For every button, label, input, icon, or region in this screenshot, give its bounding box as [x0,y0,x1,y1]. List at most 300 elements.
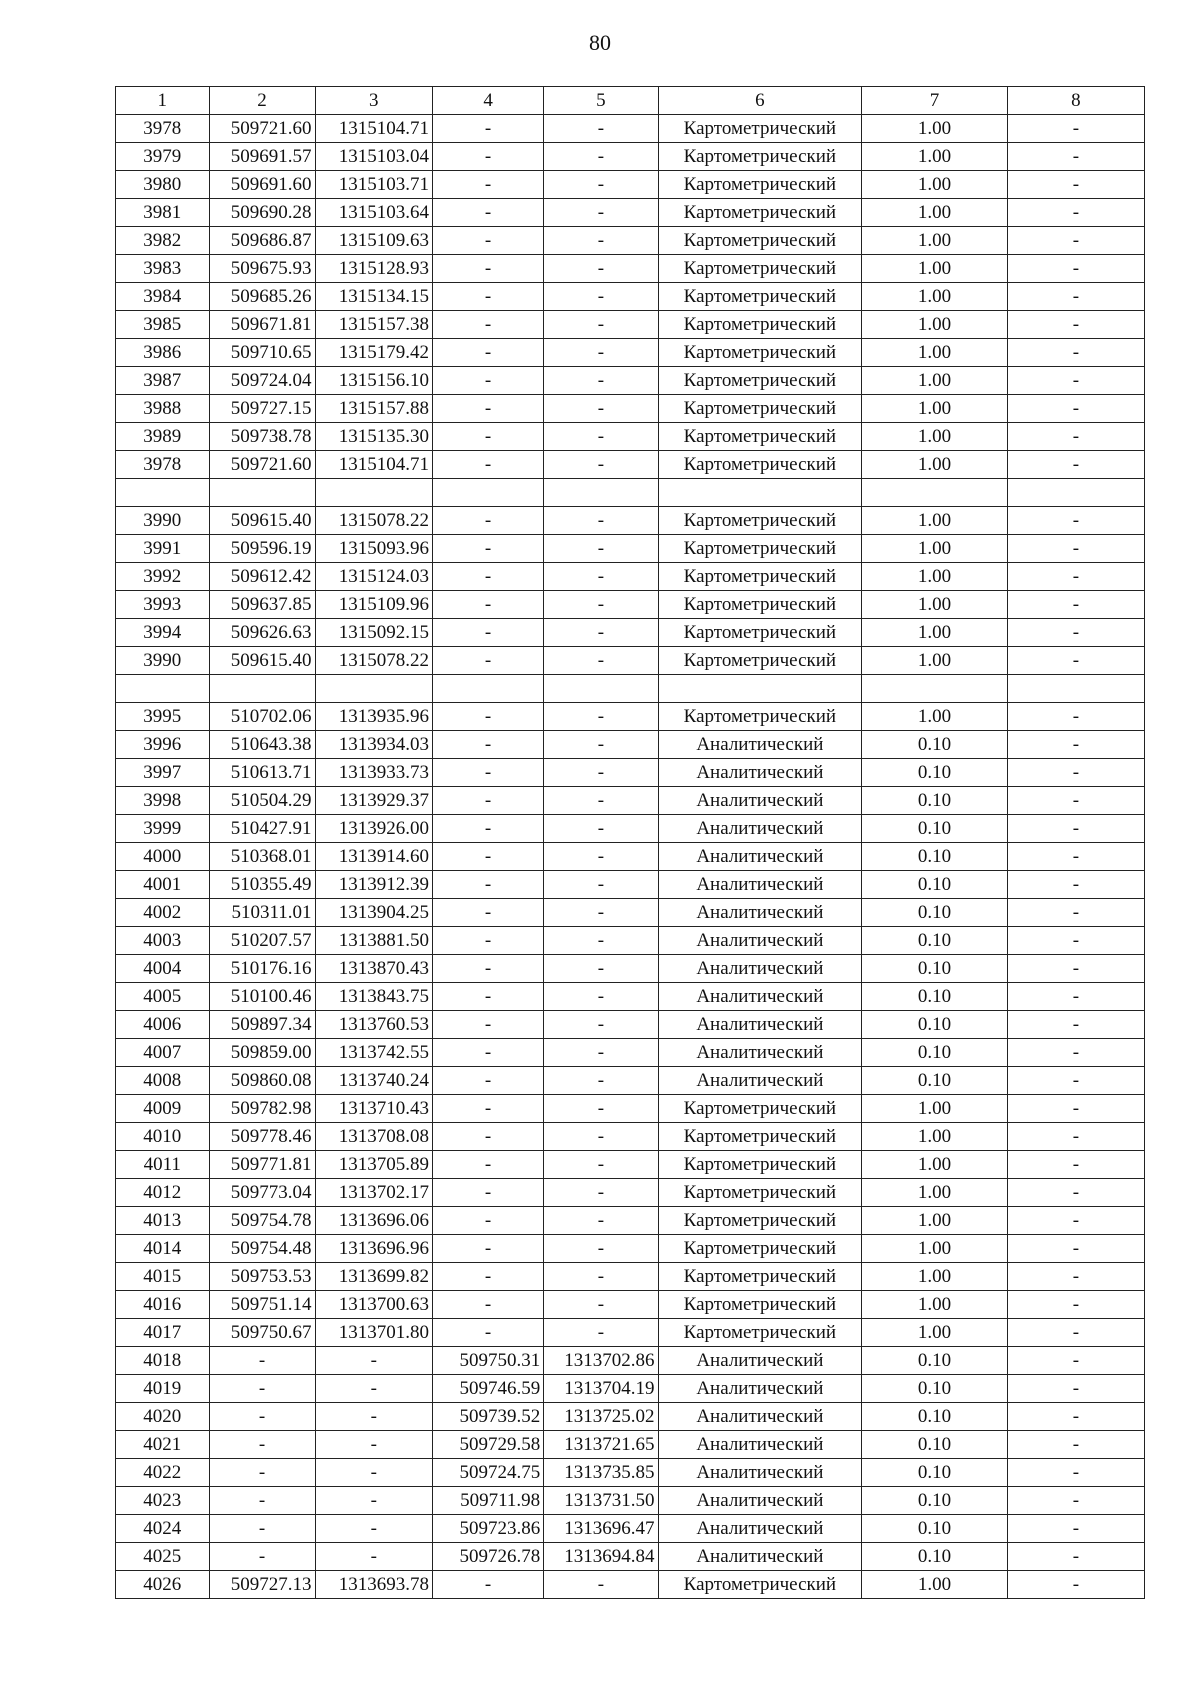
table-row [116,1291,1145,1319]
cell-x-coord-alt: - [432,927,543,955]
cell-point-number: 4022 [116,1459,210,1487]
cell-note: - [1007,1459,1144,1487]
cell-method: Картометрический [658,1319,862,1347]
cell-x-coord: - [209,1487,315,1515]
cell-method: Картометрический [658,563,862,591]
cell-method: Картометрический [658,1179,862,1207]
cell-y-coord: - [315,1431,432,1459]
table-row [116,1011,1145,1039]
cell-point-number: 4000 [116,843,210,871]
cell-method: Аналитический [658,1515,862,1543]
cell-accuracy: 0.10 [862,1403,1008,1431]
cell-note: - [1007,1263,1144,1291]
cell-y-coord-alt: 1313696.47 [544,1515,658,1543]
cell-x-coord: 510207.57 [209,927,315,955]
cell-y-coord-alt: - [544,1039,658,1067]
cell-accuracy: 1.00 [862,703,1008,731]
cell-method: Картометрический [658,1291,862,1319]
cell-x-coord-alt: - [432,787,543,815]
cell-note: - [1007,1375,1144,1403]
cell-x-coord-alt: - [432,759,543,787]
cell-note: - [1007,815,1144,843]
cell-accuracy: 0.10 [862,843,1008,871]
cell-y-coord-alt: - [544,395,658,423]
cell-y-coord-alt: - [544,955,658,983]
cell-y-coord-alt: 1313735.85 [544,1459,658,1487]
cell-note: - [1007,255,1144,283]
cell-y-coord: 1315109.63 [315,227,432,255]
cell-y-coord: 1313701.80 [315,1319,432,1347]
cell-point-number: 3978 [116,115,210,143]
cell-point-number: 4015 [116,1263,210,1291]
cell-method: Аналитический [658,1543,862,1571]
cell-y-coord-alt: 1313725.02 [544,1403,658,1431]
cell-y-coord: 1315128.93 [315,255,432,283]
cell-point-number: 4005 [116,983,210,1011]
cell-y-coord-alt: - [544,1067,658,1095]
cell-method: Аналитический [658,1347,862,1375]
page-number: 80 [589,30,611,55]
cell-accuracy: 1.00 [862,1123,1008,1151]
cell-point-number: 4018 [116,1347,210,1375]
cell-y-coord-alt: - [544,1151,658,1179]
cell-x-coord: 510613.71 [209,759,315,787]
cell-y-coord: 1315104.71 [315,115,432,143]
cell-note: - [1007,367,1144,395]
cell-y-coord-alt: - [544,1291,658,1319]
cell-method: Аналитический [658,843,862,871]
cell-method: Картометрический [658,143,862,171]
header-row [116,87,1145,115]
header-col-1: 1 [116,87,210,115]
cell-note: - [1007,843,1144,871]
cell-note: - [1007,1403,1144,1431]
cell-accuracy: 0.10 [862,871,1008,899]
cell-x-coord: 510427.91 [209,815,315,843]
cell-point-number: 4024 [116,1515,210,1543]
cell-x-coord-alt: - [432,1291,543,1319]
cell-x-coord-alt: 509711.98 [432,1487,543,1515]
cell-y-coord-alt: - [544,227,658,255]
cell-method: Картометрический [658,1151,862,1179]
cell-point-number: 3981 [116,199,210,227]
cell-x-coord-alt: - [432,115,543,143]
cell-accuracy: 0.10 [862,1067,1008,1095]
cell-y-coord-alt: - [544,1319,658,1347]
cell-point-number: 4007 [116,1039,210,1067]
cell-accuracy: 0.10 [862,1515,1008,1543]
table-row [116,843,1145,871]
cell-y-coord: 1315093.96 [315,535,432,563]
cell-x-coord-alt: - [432,339,543,367]
cell-note: - [1007,731,1144,759]
cell-note: - [1007,1571,1144,1599]
cell-x-coord-alt: 509746.59 [432,1375,543,1403]
cell-x-coord-alt: - [432,1207,543,1235]
cell-point-number: 3989 [116,423,210,451]
cell-point-number: 3980 [116,171,210,199]
cell-note: - [1007,619,1144,647]
coordinates-table [115,86,1145,1599]
cell-method: Аналитический [658,1067,862,1095]
cell-y-coord-alt: - [544,871,658,899]
cell-y-coord: - [315,1543,432,1571]
cell-accuracy: 0.10 [862,983,1008,1011]
cell-point-number: 3983 [116,255,210,283]
cell-note: - [1007,1291,1144,1319]
cell-y-coord: 1315078.22 [315,507,432,535]
cell-x-coord: 509690.28 [209,199,315,227]
cell-x-coord-alt: - [432,1319,543,1347]
cell-y-coord-alt: - [544,843,658,871]
cell-y-coord: 1313933.73 [315,759,432,787]
cell-accuracy: 1.00 [862,171,1008,199]
cell-accuracy: 1.00 [862,115,1008,143]
cell-note: - [1007,1151,1144,1179]
cell-y-coord [315,675,432,703]
cell-x-coord-alt: - [432,423,543,451]
cell-x-coord: 510702.06 [209,703,315,731]
cell-accuracy: 0.10 [862,1011,1008,1039]
cell-point-number: 3985 [116,311,210,339]
cell-accuracy: 1.00 [862,1291,1008,1319]
cell-x-coord-alt: - [432,1151,543,1179]
cell-y-coord: 1313696.06 [315,1207,432,1235]
cell-y-coord: - [315,1403,432,1431]
table-row [116,983,1145,1011]
table-row [116,563,1145,591]
cell-y-coord-alt: - [544,535,658,563]
cell-point-number: 3990 [116,647,210,675]
cell-method: Картометрический [658,703,862,731]
cell-method: Картометрический [658,1571,862,1599]
cell-y-coord-alt: - [544,199,658,227]
cell-y-coord-alt: - [544,983,658,1011]
cell-x-coord: 509612.42 [209,563,315,591]
table-row [116,1487,1145,1515]
cell-method: Картометрический [658,115,862,143]
cell-y-coord: 1313699.82 [315,1263,432,1291]
cell-x-coord: 509615.40 [209,507,315,535]
cell-note: - [1007,1123,1144,1151]
cell-accuracy: 1.00 [862,507,1008,535]
table-row-blank [116,675,1145,703]
cell-x-coord: 509675.93 [209,255,315,283]
cell-note: - [1007,1515,1144,1543]
cell-x-coord: 509897.34 [209,1011,315,1039]
header-col-6: 6 [658,87,862,115]
cell-x-coord: 509860.08 [209,1067,315,1095]
cell-y-coord: 1313870.43 [315,955,432,983]
cell-note: - [1007,1095,1144,1123]
cell-point-number: 4020 [116,1403,210,1431]
cell-x-coord: - [209,1543,315,1571]
cell-point-number: 3992 [116,563,210,591]
cell-point-number: 4016 [116,1291,210,1319]
cell-point-number [116,479,210,507]
cell-accuracy: 1.00 [862,535,1008,563]
cell-point-number: 3999 [116,815,210,843]
cell-point-number: 4023 [116,1487,210,1515]
cell-x-coord: - [209,1347,315,1375]
cell-x-coord: 509691.57 [209,143,315,171]
cell-x-coord: 509637.85 [209,591,315,619]
table-row [116,787,1145,815]
cell-y-coord: 1315103.04 [315,143,432,171]
cell-method: Картометрический [658,367,862,395]
header-col-4: 4 [432,87,543,115]
cell-y-coord: 1315156.10 [315,367,432,395]
cell-note [1007,675,1144,703]
cell-x-coord: 509626.63 [209,619,315,647]
cell-method: Картометрический [658,199,862,227]
cell-method: Картометрический [658,1263,862,1291]
cell-accuracy: 1.00 [862,1095,1008,1123]
cell-x-coord-alt: - [432,619,543,647]
cell-method [658,675,862,703]
cell-x-coord-alt: - [432,255,543,283]
cell-method: Картометрический [658,1235,862,1263]
cell-x-coord-alt: - [432,843,543,871]
table-row [116,507,1145,535]
cell-accuracy: 1.00 [862,283,1008,311]
cell-x-coord-alt: - [432,507,543,535]
cell-x-coord: 509751.14 [209,1291,315,1319]
table-row [116,1515,1145,1543]
cell-accuracy: 0.10 [862,787,1008,815]
cell-x-coord: 509615.40 [209,647,315,675]
cell-y-coord-alt: - [544,899,658,927]
cell-y-coord-alt: 1313721.65 [544,1431,658,1459]
cell-x-coord: 509773.04 [209,1179,315,1207]
table-body [116,115,1145,1599]
cell-y-coord: 1315103.64 [315,199,432,227]
cell-point-number: 4009 [116,1095,210,1123]
table-row [116,759,1145,787]
table-row [116,731,1145,759]
cell-x-coord-alt: - [432,871,543,899]
table-row [116,395,1145,423]
cell-y-coord-alt: - [544,647,658,675]
table-row [116,1403,1145,1431]
cell-note: - [1007,983,1144,1011]
cell-accuracy: 0.10 [862,1487,1008,1515]
table-row-blank [116,479,1145,507]
cell-y-coord: - [315,1375,432,1403]
cell-x-coord: 509596.19 [209,535,315,563]
cell-note: - [1007,1179,1144,1207]
cell-y-coord-alt: - [544,927,658,955]
table-row [116,871,1145,899]
table-row [116,1263,1145,1291]
cell-note: - [1007,199,1144,227]
cell-method: Картометрический [658,1095,862,1123]
cell-accuracy: 1.00 [862,1319,1008,1347]
table-row [116,591,1145,619]
cell-x-coord-alt: - [432,647,543,675]
table-row [116,1347,1145,1375]
cell-accuracy: 0.10 [862,1459,1008,1487]
cell-note: - [1007,1543,1144,1571]
cell-x-coord-alt: - [432,143,543,171]
cell-y-coord-alt [544,675,658,703]
cell-note [1007,479,1144,507]
cell-point-number: 4019 [116,1375,210,1403]
cell-y-coord: 1313934.03 [315,731,432,759]
table-row [116,171,1145,199]
cell-y-coord-alt: - [544,255,658,283]
cell-x-coord: 509754.78 [209,1207,315,1235]
cell-note: - [1007,1207,1144,1235]
cell-y-coord-alt: - [544,143,658,171]
cell-x-coord-alt: - [432,283,543,311]
cell-y-coord: 1313760.53 [315,1011,432,1039]
table-row [116,1235,1145,1263]
cell-note: - [1007,591,1144,619]
cell-accuracy: 1.00 [862,1263,1008,1291]
cell-note: - [1007,787,1144,815]
cell-x-coord: 510504.29 [209,787,315,815]
cell-y-coord: 1313881.50 [315,927,432,955]
cell-y-coord: 1313929.37 [315,787,432,815]
cell-method: Картометрический [658,311,862,339]
cell-point-number: 3993 [116,591,210,619]
cell-note: - [1007,759,1144,787]
cell-method: Аналитический [658,1487,862,1515]
table-row [116,451,1145,479]
table-row [116,1039,1145,1067]
cell-y-coord-alt: - [544,1207,658,1235]
cell-x-coord-alt: 509723.86 [432,1515,543,1543]
cell-accuracy: 0.10 [862,1347,1008,1375]
cell-point-number: 3990 [116,507,210,535]
cell-x-coord-alt: - [432,1095,543,1123]
cell-method: Картометрический [658,619,862,647]
cell-y-coord-alt: - [544,451,658,479]
cell-y-coord-alt: - [544,171,658,199]
cell-note: - [1007,339,1144,367]
cell-x-coord-alt: - [432,171,543,199]
cell-note: - [1007,311,1144,339]
cell-x-coord-alt: - [432,1263,543,1291]
cell-x-coord: 509771.81 [209,1151,315,1179]
cell-accuracy [862,675,1008,703]
cell-y-coord-alt: 1313694.84 [544,1543,658,1571]
cell-note: - [1007,899,1144,927]
table-row [116,1151,1145,1179]
cell-method: Картометрический [658,255,862,283]
cell-y-coord-alt: - [544,703,658,731]
cell-x-coord-alt [432,479,543,507]
cell-accuracy: 0.10 [862,1431,1008,1459]
header-col-3: 3 [315,87,432,115]
cell-y-coord-alt: - [544,339,658,367]
cell-y-coord: 1315135.30 [315,423,432,451]
cell-x-coord-alt: - [432,1235,543,1263]
cell-x-coord-alt: - [432,395,543,423]
cell-y-coord: 1315179.42 [315,339,432,367]
cell-point-number: 4006 [116,1011,210,1039]
cell-x-coord: 509710.65 [209,339,315,367]
table-row [116,899,1145,927]
cell-y-coord-alt: - [544,619,658,647]
cell-point-number: 3986 [116,339,210,367]
cell-point-number: 4003 [116,927,210,955]
table-row [116,955,1145,983]
cell-y-coord-alt: - [544,759,658,787]
cell-x-coord-alt: 509724.75 [432,1459,543,1487]
cell-method: Картометрический [658,227,862,255]
cell-point-number: 4017 [116,1319,210,1347]
cell-point-number: 3995 [116,703,210,731]
cell-x-coord-alt [432,675,543,703]
cell-method: Аналитический [658,1459,862,1487]
cell-x-coord: 510176.16 [209,955,315,983]
cell-y-coord-alt: - [544,115,658,143]
table-row [116,1319,1145,1347]
cell-note: - [1007,227,1144,255]
cell-note: - [1007,395,1144,423]
cell-note: - [1007,507,1144,535]
table-row [116,1067,1145,1095]
header-col-7: 7 [862,87,1008,115]
cell-x-coord-alt: 509750.31 [432,1347,543,1375]
cell-method: Картометрический [658,423,862,451]
cell-accuracy: 1.00 [862,619,1008,647]
table-row [116,647,1145,675]
cell-point-number: 3978 [116,451,210,479]
cell-method: Картометрический [658,451,862,479]
cell-accuracy [862,479,1008,507]
cell-accuracy: 1.00 [862,451,1008,479]
cell-x-coord-alt: - [432,731,543,759]
cell-method: Картометрический [658,171,862,199]
cell-accuracy: 0.10 [862,1039,1008,1067]
cell-accuracy: 1.00 [862,227,1008,255]
cell-accuracy: 1.00 [862,1571,1008,1599]
cell-y-coord: 1313705.89 [315,1151,432,1179]
cell-point-number: 4012 [116,1179,210,1207]
cell-method: Картометрический [658,591,862,619]
cell-y-coord-alt: 1313702.86 [544,1347,658,1375]
cell-x-coord-alt: - [432,983,543,1011]
table-row [116,227,1145,255]
cell-x-coord: 509778.46 [209,1123,315,1151]
cell-x-coord: 510643.38 [209,731,315,759]
cell-accuracy: 0.10 [862,1543,1008,1571]
cell-x-coord: 510368.01 [209,843,315,871]
cell-y-coord-alt: 1313731.50 [544,1487,658,1515]
cell-method: Аналитический [658,1375,862,1403]
cell-x-coord [209,675,315,703]
cell-method: Аналитический [658,1039,862,1067]
cell-point-number: 4014 [116,1235,210,1263]
cell-point-number: 3984 [116,283,210,311]
cell-note: - [1007,451,1144,479]
cell-method: Аналитический [658,759,862,787]
cell-x-coord: - [209,1459,315,1487]
cell-x-coord-alt: 509739.52 [432,1403,543,1431]
cell-x-coord: 510311.01 [209,899,315,927]
table-row [116,115,1145,143]
table-row [116,367,1145,395]
cell-accuracy: 1.00 [862,1179,1008,1207]
table-header [116,87,1145,115]
cell-accuracy: 0.10 [862,759,1008,787]
cell-y-coord: 1313935.96 [315,703,432,731]
cell-x-coord-alt: - [432,815,543,843]
cell-y-coord-alt: - [544,423,658,451]
